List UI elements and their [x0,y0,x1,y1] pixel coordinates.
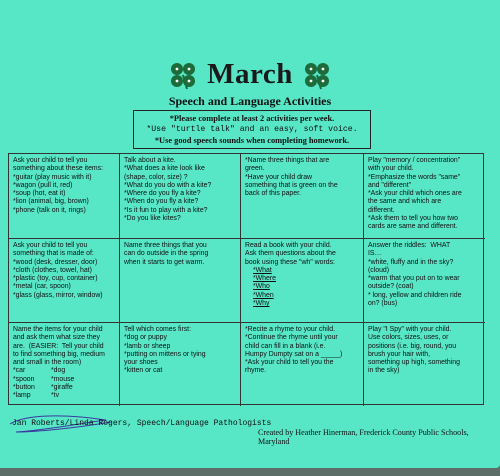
activity-text: cards are same and different. [368,223,458,231]
activity-cell [120,323,241,406]
header [0,58,500,109]
activity-text: with your child. [368,165,414,173]
activity-text: *Continue the rhyme until your [245,334,338,342]
wh-word: *What [253,266,272,274]
activity-text: *phone (talk on it, rings) [13,206,86,214]
activity-text: Play "memory / concentration" [368,157,461,164]
activity-text: *plastic (toy, cup, container) [13,275,98,283]
activity-text: something about these items: [13,165,104,173]
activity-text: *glass (glass, mirror, window) [13,291,103,299]
activity-text: rhyme. [245,367,267,375]
item-columns [13,367,115,400]
activity-cell [241,154,364,239]
activity-cell [364,323,485,406]
activity-text: something that is made of: [13,250,94,258]
activity-text: brush your hair with, [368,350,431,358]
activity-text: something that is green on the [245,181,338,189]
activity-text: *Have your child draw [245,173,313,181]
activity-text: child can fill in a blank (i.e. [245,342,326,350]
activity-text: green. [245,165,265,173]
activity-text: *Ask your child which ones are [368,190,462,198]
activity-text: Name the items for your child [13,326,103,333]
activity-text: *putting on mittens or tying [124,350,206,358]
activity-text: (cloud) [368,266,390,274]
activity-cell [364,154,485,239]
activity-text: *metal (car, spoon) [13,283,71,291]
activity-text: when it starts to get warm. [124,258,205,266]
wh-word: *When [253,291,274,299]
size-item: *mouse [51,375,75,383]
footer-credit: Created by Heather Hinerman, Frederick County Public Schools, Maryland [258,428,469,446]
activity-text: and "different" [368,181,412,189]
instruction-line: *Use good speech sounds when completing homework. [154,136,350,145]
instructions-box [133,110,371,149]
activity-text: something up high, something [368,359,460,367]
activity-text: *Where do you fly a kite? [124,190,201,198]
activity-text: *guitar (play music with it) [13,173,92,181]
activity-text: IS… [368,250,382,258]
activity-text: *What do you do with a kite? [124,181,212,189]
activity-text: Read a book with your child. [245,242,332,249]
activity-text: *Is it fun to play with a kite? [124,206,208,214]
activity-text: Play "I Spy" with your child. [368,326,452,333]
activity-text: and ask them what size they [13,334,100,342]
activity-text: *What does a kite look like [124,165,205,173]
activity-text: Use colors, sizes, uses, or [368,334,449,342]
activity-text: (shape, color, size) ? [124,173,188,181]
activities-grid [8,153,484,405]
activity-text: *wood (desk, dresser, door) [13,258,98,266]
activity-cell [241,323,364,406]
activity-text: are. (EASIER: Tell your child [13,342,104,350]
activity-text: *When do you fly a kite? [124,198,199,206]
activity-cell [120,154,241,239]
activity-text: *cloth (clothes, towel, hat) [13,266,92,274]
wh-word: *Who [253,283,270,291]
four-leaf-clover-icon [167,59,199,91]
activity-text: on? (bus) [368,300,398,308]
size-item: *tv [51,392,60,400]
page-title: March [207,58,293,90]
size-item: *button [13,384,35,392]
activity-text: *kitten or cat [124,367,163,375]
activity-text: in the sky) [368,367,400,375]
page-subtitle: Speech and Language Activities [168,94,332,108]
activity-text: Ask your child to tell you [13,242,88,249]
size-item: *spoon [13,375,35,383]
activity-text: * long, yellow and children ride [368,291,462,299]
activity-text: Humpy Dumpty sat on a _____) [245,350,343,358]
activity-text: Answer the riddles: WHAT [368,242,451,249]
activity-text: the same and which are [368,198,442,206]
activity-text: back of this paper. [245,190,301,198]
footer-authors: Jan Roberts/Linda Rogers, Speech/Language Pathologists [12,419,272,428]
activity-text: can do outside in the spring [124,250,209,258]
activity-text: different. [368,206,395,214]
activity-cell [9,239,120,323]
size-item: *lamp [13,392,31,400]
activity-text: Ask your child to tell you [13,157,88,164]
activity-text: *Name three things that are [245,157,330,164]
activity-cell [364,239,485,323]
activity-text: to find something big, medium [13,350,105,358]
activity-text: Tell which comes first: [124,326,192,333]
wh-word: *Where [253,275,276,283]
activity-text: *warm that you put on to wear [368,275,460,283]
activity-text: *Do you like kites? [124,215,181,223]
activity-text: and small in the room) [13,359,82,367]
size-item: *car [13,367,26,375]
activity-text: Talk about a kite. [124,157,176,164]
activity-text: book using these "wh" words: [245,258,335,266]
activity-text: *dog or puppy [124,334,167,342]
activity-text: *wagon (pull it, red) [13,181,73,189]
four-leaf-clover-icon [301,59,333,91]
activity-text: positions (i.e. big, round, you [368,342,457,350]
activity-cell [9,323,120,406]
activity-text: your shoes [124,359,158,367]
activity-text: *lamb or sheep [124,342,171,350]
activity-cell [9,154,120,239]
activity-text: *Ask them to tell you how two [368,215,459,223]
instruction-line: *Please complete at least 2 activities per week. [169,114,335,123]
instruction-line: *Use "turtle talk" and an easy, soft voice. [146,125,358,134]
size-item: *giraffe [51,384,73,392]
activity-text: *Ask your child to tell you the [245,359,334,367]
wh-word: *Why [253,300,270,308]
activity-text: Name three things that you [124,242,207,249]
activity-text: *soup (hot, eat it) [13,190,66,198]
activity-cell [241,239,364,323]
activity-cell [120,239,241,323]
activity-text: *Emphasize the words "same" [368,173,461,181]
activity-text: Ask them questions about the [245,250,336,258]
size-item: *dog [51,367,66,375]
activity-text: *lion (animal, big, brown) [13,198,89,206]
activity-text: *white, fluffy and in the sky? [368,258,454,266]
activity-text: outside? (coat) [368,283,414,291]
activity-text: *Recite a rhyme to your child. [245,326,335,333]
